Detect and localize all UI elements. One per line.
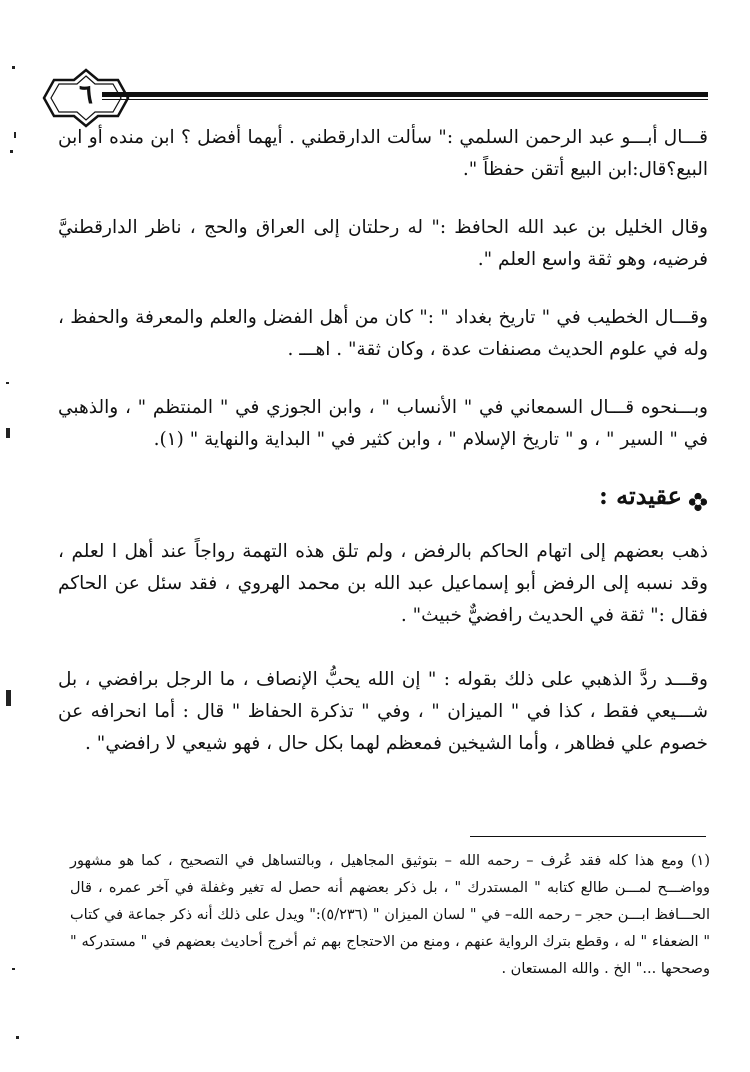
scan-speck <box>14 132 16 138</box>
scan-speck <box>6 428 10 438</box>
paragraph: وقـــد ردَّ الذهبي على ذلك بقوله : " إن الله يحبُّ الإنصاف ، ما الرجل برافضي ، بل شـــيعي فقط ، كذا في " الميزان " ، وفي " تذكرة الحفاظ " قال : أما انحرافه عن خصوم علي فظاهر ، وأما الشيخين فمعظم لهما بكل حال ، فهو شيعي لا رافضي" . <box>58 669 708 754</box>
scan-speck <box>12 968 15 970</box>
footnote-divider <box>470 836 706 837</box>
section-heading-text: عقيدته : <box>598 481 682 510</box>
footnote: (١) ومع هذا كله فقد عُرف – رحمه الله – بتوثيق المجاهيل ، وبالتساهل في التصحيح ، كما هو مشهور وواضـــح لمـــن طالع كتابه " المستدرك " ، بل ذكر بعضهم أنه حصل له تغير وغفلة في آخر عمره ، قال الحـــافظ ابـــن حجر – رحمه الله– في " لسان الميزان " (٥/٢٣٦):" ويدل على ذلك أنه ذكر جماعة في كتاب " الضعفاء " له ، وقطع بترك الرواية عنهم ، ومنع من الاحتجاج بهم ثم أخرج أحاديث بعضهم في " مستدركه " وصححها ..." الخ . والله المستعان . <box>70 853 711 977</box>
paragraph: وقال الخليل بن عبد الله الحافظ :" له رحلتان إلى العراق والحج ، ناظر الدارقطنيَّ فرضيه، وهو ثقة واسع العلم ". <box>58 217 708 270</box>
scan-speck <box>12 66 15 69</box>
flower-icon <box>688 486 708 506</box>
header-rule-thin <box>102 99 708 100</box>
page-number: ٦ <box>79 80 93 110</box>
paragraph: وبـــنحوه قـــال السمعاني في " الأنساب " ، وابن الجوزي في " المنتظم " ، والذهبي في " السير " ، و " تاريخ الإسلام " ، وابن كثير في " البداية والنهاية " (١). <box>58 397 708 450</box>
paragraph: وقـــال الخطيب في " تاريخ بغداد " :" كان من أهل الفضل والعلم والمعرفة والحفظ ، وله في علوم الحديث مصنفات عدة ، وكان ثقة" . اهـــ . <box>58 307 708 360</box>
scan-speck <box>6 690 11 706</box>
scan-speck <box>16 1036 19 1039</box>
page-number-badge <box>40 68 132 128</box>
header-rule <box>102 92 708 97</box>
paragraph: ذهب بعضهم إلى اتهام الحاكم بالرفض ، ولم تلق هذه التهمة رواجاً عند أهل ا لعلم ، وقد نسبه إلى الرفض أبو إسماعيل عبد الله بن محمد الهروي ، فقد سئل عن الحاكم فقال :" ثقة في الحديث رافضيٌّ خبيث" . <box>58 541 708 626</box>
paragraph: قـــال أبـــو عبد الرحمن السلمي :" سألت الدارقطني . أيهما أفضل ؟ ابن منده أو ابن البيع؟قال:ابن البيع أتقن حفظاً ". <box>58 127 708 180</box>
scan-speck <box>6 382 9 384</box>
section-heading <box>599 478 708 514</box>
scan-speck <box>10 150 13 153</box>
